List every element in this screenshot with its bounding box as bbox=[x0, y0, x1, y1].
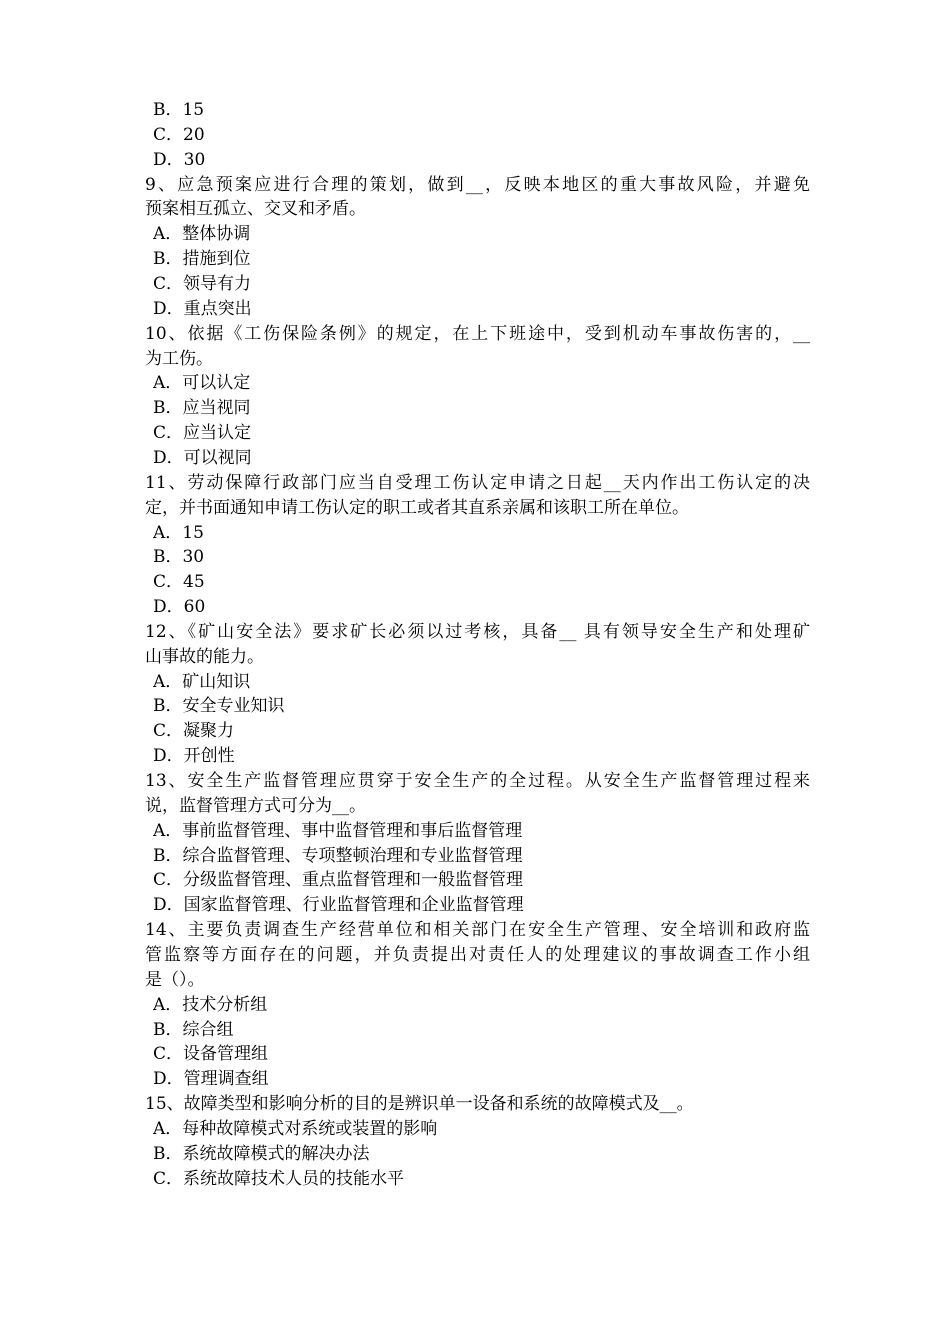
answer-option: C．设备管理组 bbox=[153, 1044, 269, 1065]
answer-option: D．管理调查组 bbox=[153, 1069, 269, 1090]
answer-option: B．综合监督管理、专项整顿治理和专业监督管理 bbox=[153, 845, 523, 866]
answer-option: C．分级监督管理、重点监督管理和一般监督管理 bbox=[153, 870, 524, 891]
answer-option: A．15 bbox=[153, 522, 204, 543]
question-text: 14、主要负责调查生产经营单位和相关部门在安全生产管理、安全培训和政府监 bbox=[145, 920, 810, 941]
question-text: 定，并书面通知申请工伤认定的职工或者其直系亲属和该职工所在单位。 bbox=[145, 497, 689, 518]
answer-option: D．重点突出 bbox=[153, 298, 252, 319]
answer-option: A．矿山知识 bbox=[153, 671, 251, 692]
answer-option: B．应当视同 bbox=[153, 398, 251, 419]
answer-option: B．系统故障模式的解决办法 bbox=[153, 1143, 370, 1164]
question-text: 山事故的能力。 bbox=[145, 646, 264, 667]
answer-option: C．系统故障技术人员的技能水平 bbox=[153, 1168, 405, 1189]
answer-option: A．技术分析组 bbox=[153, 994, 268, 1015]
answer-option: B．安全专业知识 bbox=[153, 696, 285, 717]
question-text: 为工伤。 bbox=[145, 348, 213, 369]
question-text: 是（）。 bbox=[145, 969, 205, 990]
answer-option: A．可以认定 bbox=[153, 373, 251, 394]
question-text: 11、劳动保障行政部门应当自受理工伤认定申请之日起__天内作出工伤认定的决 bbox=[145, 472, 810, 493]
question-text: 13、安全生产监督管理应贯穿于安全生产的全过程。从安全生产监督管理过程来 bbox=[145, 771, 810, 791]
answer-option: C．45 bbox=[153, 572, 205, 593]
answer-option: C．应当认定 bbox=[153, 423, 252, 444]
answer-option: C．20 bbox=[153, 124, 205, 145]
answer-option: B．30 bbox=[153, 547, 205, 568]
question-text: 预案相互孤立、交叉和矛盾。 bbox=[145, 199, 366, 220]
question-text: 管监察等方面存在的问题，并负责提出对责任人的处理建议的事故调查工作小组 bbox=[145, 944, 810, 965]
answer-option: B．措施到位 bbox=[153, 249, 251, 270]
answer-option: D．30 bbox=[153, 149, 206, 170]
answer-option: D．开创性 bbox=[153, 746, 235, 767]
answer-option: D．国家监督管理、行业监督管理和企业监督管理 bbox=[153, 895, 524, 916]
question-text: 10、依据《工伤保险条例》的规定，在上下班途中，受到机动车事故伤害的，__ bbox=[145, 323, 810, 344]
answer-option: B．15 bbox=[153, 100, 205, 120]
answer-option: B．综合组 bbox=[153, 1019, 234, 1040]
question-text: 15、故障类型和影响分析的目的是辨识单一设备和系统的故障模式及__。 bbox=[145, 1094, 694, 1114]
question-text: 说，监督管理方式可分为__。 bbox=[145, 795, 366, 816]
answer-option: C．凝聚力 bbox=[153, 721, 235, 742]
answer-option: A．每种故障模式对系统或装置的影响 bbox=[153, 1118, 438, 1139]
answer-option: D．可以视同 bbox=[153, 447, 252, 468]
answer-option: C．领导有力 bbox=[153, 274, 252, 294]
question-text: 12、《矿山安全法》要求矿长必须以过考核，具备__ 具有领导安全生产和处理矿 bbox=[145, 621, 810, 642]
question-text: 9、应急预案应进行合理的策划，做到__，反映本地区的重大事故风险，并避免 bbox=[145, 174, 810, 195]
answer-option: A．事前监督管理、事中监督管理和事后监督管理 bbox=[153, 820, 523, 841]
answer-option: A．整体协调 bbox=[153, 224, 251, 245]
answer-option: D．60 bbox=[153, 597, 206, 617]
